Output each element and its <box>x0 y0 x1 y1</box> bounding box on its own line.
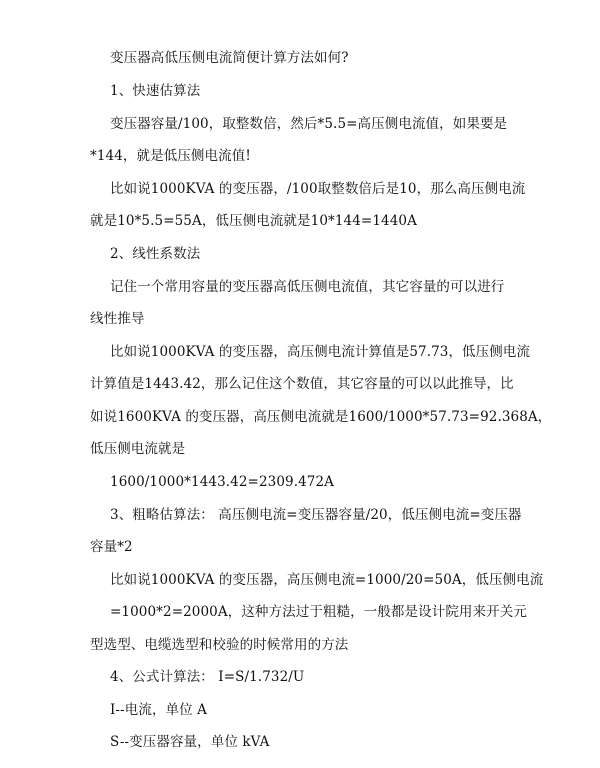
document-title: 变压器高低压侧电流简便计算方法如何? <box>110 50 349 66</box>
paragraph-line: 比如说1000KVA 的变压器，高压侧电流计算值是57.73，低压侧电流 <box>110 344 531 360</box>
definition-line: S--变压器容量，单位 kVA <box>110 734 270 750</box>
definition-line: I--电流，单位 A <box>110 702 207 718</box>
paragraph-line: 线性推导 <box>90 311 145 327</box>
paragraph-line: 容量*2 <box>90 539 133 555</box>
paragraph-line: 如说1600KVA 的变压器，高压侧电流就是1600/1000*57.73=92.368A， <box>90 409 552 425</box>
paragraph-line: 计算值是1443.42，那么记住这个数值，其它容量的可以以此推导，比 <box>90 376 514 392</box>
section-heading-2: 2、线性系数法 <box>110 246 201 262</box>
paragraph-line: *144，就是低压侧电流值! <box>90 148 251 164</box>
paragraph-line: 记住一个常用容量的变压器高低压侧电流值，其它容量的可以进行 <box>110 279 505 295</box>
section-heading-1: 1、快速估算法 <box>110 83 201 99</box>
formula-line: 1600/1000*1443.42=2309.472A <box>110 474 335 490</box>
paragraph-line: 变压器容量/100，取整数倍，然后*5.5=高压侧电流值，如果要是 <box>110 116 508 132</box>
paragraph-line: 比如说1000KVA 的变压器，/100取整数倍后是10，那么高压侧电流 <box>110 181 526 197</box>
paragraph-line: =1000*2=2000A，这种方法过于粗糙，一般都是设计院用来开关元 <box>110 604 527 620</box>
paragraph-line: 低压侧电流就是 <box>90 441 186 457</box>
paragraph-line: 就是10*5.5=55A，低压侧电流就是10*144=1440A <box>90 213 417 229</box>
section-heading-4: 4、公式计算法： I=S/1.732/U <box>110 669 305 685</box>
section-heading-3: 3、粗略估算法： 高压侧电流=变压器容量/20，低压侧电流=变压器 <box>110 507 522 523</box>
paragraph-line: 型选型、电缆选型和校验的时候常用的方法 <box>90 637 349 653</box>
paragraph-line: 比如说1000KVA 的变压器，高压侧电流=1000/20=50A，低压侧电流 <box>110 572 544 588</box>
